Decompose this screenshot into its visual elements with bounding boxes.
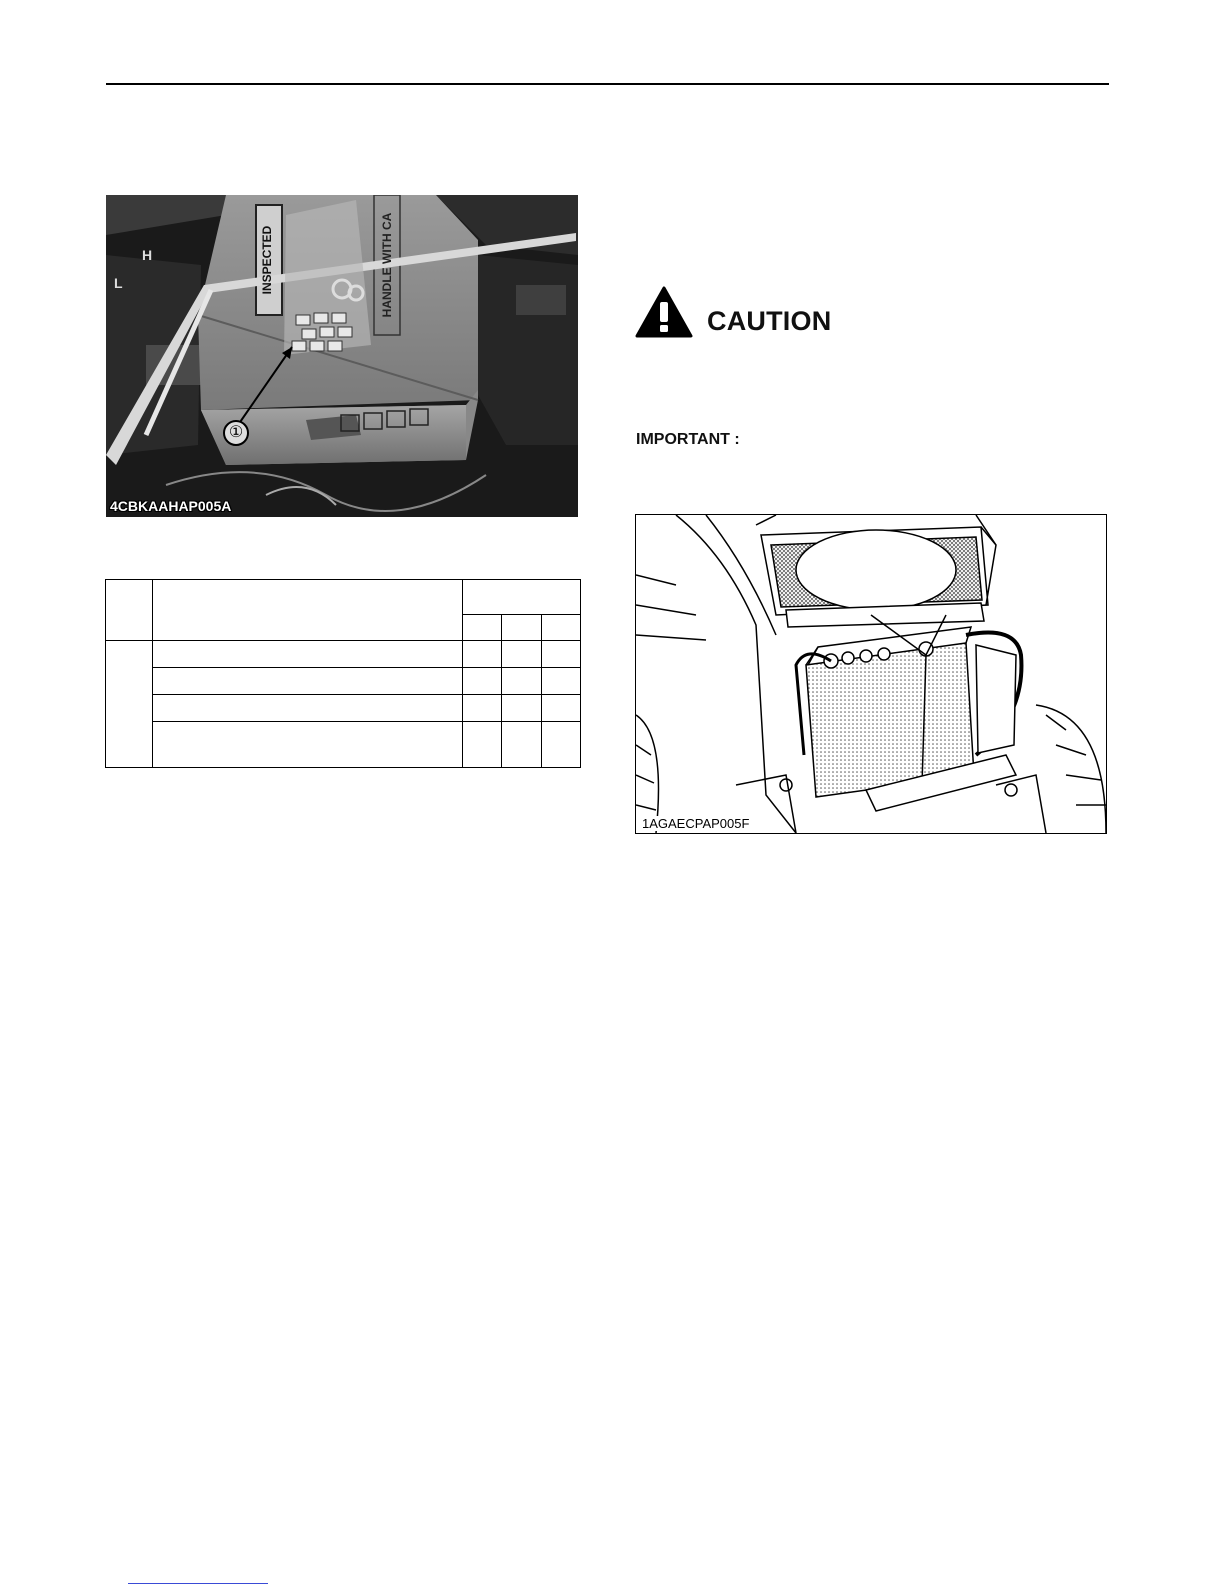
- table-cell: [463, 668, 502, 695]
- table-cell: [542, 695, 581, 722]
- table-cell: [463, 695, 502, 722]
- accessory-box-photo: [106, 195, 578, 517]
- table-cell: [502, 722, 542, 768]
- table-cell: [542, 668, 581, 695]
- important-label: IMPORTANT :: [636, 431, 740, 448]
- table-cell: [502, 641, 542, 668]
- parts-table: [105, 579, 581, 768]
- table-cell: [153, 668, 463, 695]
- table-header-no: [106, 580, 153, 641]
- photo-letter-h: H: [142, 247, 153, 263]
- table-cell: [542, 722, 581, 768]
- figure-code-right: 1AGAECPAP005F: [642, 816, 750, 831]
- table-subheader-3: [542, 615, 581, 641]
- caution-heading: CAUTION: [707, 306, 832, 336]
- table-header-quantity: [463, 580, 581, 615]
- table-cell: [463, 641, 502, 668]
- photo-letter-l: L: [114, 275, 123, 291]
- table-subheader-2: [502, 615, 542, 641]
- warning-triangle-icon: [635, 286, 693, 338]
- table-cell: [463, 722, 502, 768]
- battery-diagram: [635, 514, 1107, 834]
- header-rule: [106, 83, 1109, 85]
- table-cell: [153, 695, 463, 722]
- table-cell-group: [106, 641, 153, 768]
- figure-code-left: 4CBKAAHAP005A: [110, 498, 232, 514]
- box-label-inspected: INSPECTED: [260, 225, 274, 295]
- box-label-handle: HANDLE WITH CA: [380, 212, 394, 318]
- table-subheader-1: [463, 615, 502, 641]
- table-cell: [153, 722, 463, 768]
- table-header-description: [153, 580, 463, 641]
- table-cell: [502, 668, 542, 695]
- table-cell: [502, 695, 542, 722]
- callout-1: ①: [223, 420, 249, 446]
- table-cell: [153, 641, 463, 668]
- table-cell: [542, 641, 581, 668]
